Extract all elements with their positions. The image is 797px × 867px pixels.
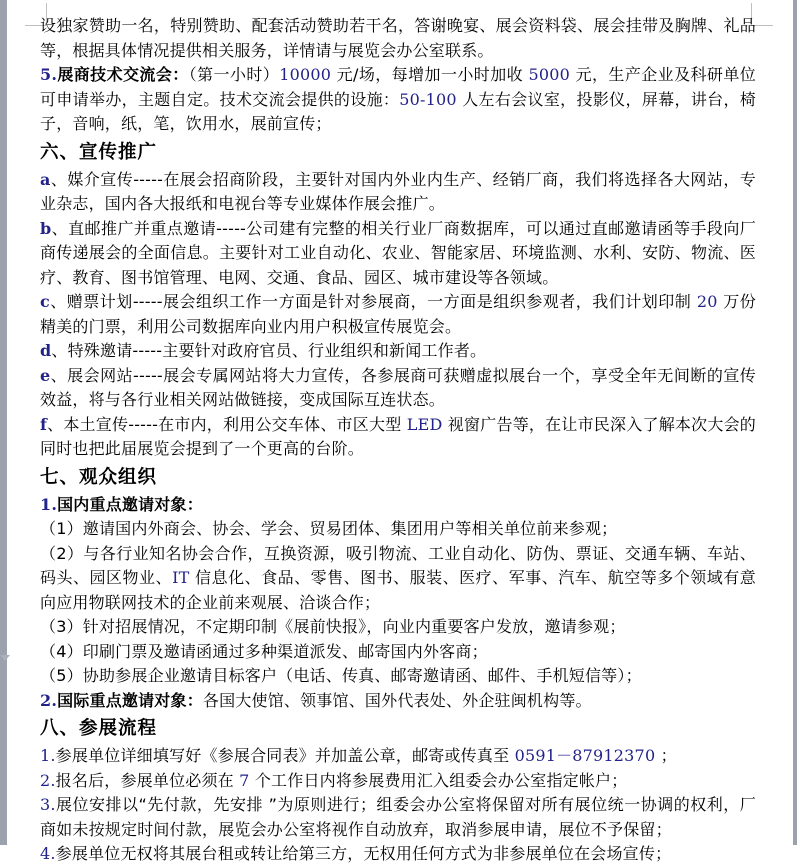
text-run: 2.: [40, 690, 58, 710]
text-run: f: [40, 414, 48, 434]
paragraph[interactable]: [40, 664, 756, 689]
text-run: 国内重点邀请对象：: [57, 494, 203, 514]
text-run: 万份精美的门票，利用公司数据库向业内用户积极宣传展览会。: [40, 292, 756, 336]
text-run: ；: [655, 746, 677, 765]
paragraph[interactable]: [40, 689, 756, 714]
text-run: 、媒介宣传-----在展会招商阶段，主要针对国内外业内生产、经销厂商，我们将选择各大网站，专业杂志，国内各大报纸和电视台等专业媒体作展会推广。: [40, 169, 756, 213]
text-run: 展商技术交流会：: [57, 65, 189, 84]
paragraph[interactable]: [40, 744, 756, 769]
section-heading[interactable]: [40, 464, 756, 492]
text-run: b: [40, 218, 52, 238]
paragraph[interactable]: [40, 217, 756, 291]
paragraph[interactable]: [40, 769, 756, 794]
text-run: 各国大使馆、领事馆、国外代表处、外企驻闽机构等。: [202, 690, 592, 710]
paragraph[interactable]: [40, 542, 756, 616]
text-run: 参展单位无权将其展台租或转让给第三方，无权用任何方式为非参展单位在会场宣传；: [55, 844, 672, 863]
text-run: 50-100: [399, 89, 457, 109]
text-run: 0591－87912370: [514, 746, 656, 765]
text-run: c: [40, 292, 50, 311]
text-run: 3.: [40, 795, 56, 814]
text-run: 元/场，每增加一小时加收: [331, 65, 529, 84]
paragraph[interactable]: [40, 339, 756, 364]
paragraph[interactable]: [40, 413, 756, 462]
text-run: 、展会网站-----展会专属网站将大力宣传，各参展商可获赠虚拟展台一个，享受全年无间断的宣传效益，将与各行业相关网站做链接，变成国际互连状态。: [40, 365, 756, 409]
text-run: d: [40, 341, 52, 360]
paragraph[interactable]: [40, 364, 756, 413]
paragraph[interactable]: [40, 63, 756, 137]
text-run: a: [40, 169, 51, 189]
window-gutter-right: [793, 0, 797, 845]
text-run: 4.: [40, 844, 56, 863]
text-run: （2）与各行业知名协会合作，互换资源，吸引物流、工业自动化、防伪、票证、交通车辆、车站、码头、园区物业、: [40, 543, 756, 587]
text-run: 1.: [40, 746, 56, 765]
text-run: 2.: [40, 770, 56, 790]
text-run: 视窗广告等，在让市民深入了解本次大会的同时也把此届展览会提到了一个更高的台阶。: [40, 414, 757, 458]
text-run: 5.: [40, 65, 58, 84]
section-heading[interactable]: [40, 139, 756, 167]
paragraph[interactable]: [40, 168, 756, 217]
text-run: 1.: [40, 494, 58, 514]
text-run: （1）邀请国内外商会、协会、学会、贸易团体、集团用户等相关单位前来参观；: [40, 519, 618, 538]
window-gutter-left: [0, 0, 7, 845]
text-run: 20: [696, 292, 718, 311]
margin-marker-icon: [0, 655, 10, 661]
text-run: 10000: [279, 65, 332, 84]
text-run: 设独家赞助一名，特别赞助、配套活动赞助若干名，答谢晚宴、展会资料袋、展会挂带及胸牌、礼品等，根据具体情况提供相关服务，详情请与展览会办公室联系。: [40, 16, 756, 60]
text-run: 、直邮推广并重点邀请-----公司建有完整的相关行业厂商数据库，可以通过直邮邀请函等手段向厂商传递展会的全面信息。主要针对工业自动化、农业、智能家居、环境监测、水利、安防、物流、医疗、教育、图书馆管理、电网、交通、食品、园区、城市建设等各领域。: [40, 218, 756, 287]
text-run: 七、观众组织: [40, 466, 158, 488]
text-run: e: [40, 365, 51, 385]
text-run: 、赠票计划-----展会组织工作一方面是针对参展商，一方面是组织参观者，我们计划印制: [49, 292, 697, 311]
text-run: （5）协助参展企业邀请目标客户（电话、传真、邮寄邀请函、邮件、手机短信等）；: [40, 666, 642, 685]
text-run: （4）印刷门票及邀请函通过多种渠道派发、邮寄国内外客商；: [40, 641, 488, 661]
paragraph[interactable]: [40, 793, 756, 842]
text-run: 、本土宣传-----在市内，利用公交车体、市区大型: [47, 414, 407, 434]
text-run: （3）针对招展情况，不定期印制《展前快报》，向业内重要客户发放，邀请参观；: [40, 617, 626, 636]
text-run: 人左右会议室，投影仪，屏幕，讲台，椅子，音响，纸，笔，饮用水，展前宣传；: [40, 89, 757, 133]
text-run: （第一小时）: [188, 65, 280, 84]
paragraph[interactable]: [40, 517, 756, 542]
paragraph[interactable]: [40, 14, 756, 63]
text-run: IT: [172, 568, 190, 587]
text-run: 报名后，参展单位必须在: [55, 770, 240, 790]
paragraph[interactable]: [40, 493, 756, 518]
paragraph[interactable]: [40, 640, 756, 665]
text-run: 个工作日内将参展费用汇入组委会办公室指定帐户；: [249, 770, 628, 790]
text-run: 参展单位详细填写好《参展合同表》并加盖公章，邮寄或传真至: [55, 746, 515, 765]
paragraph[interactable]: [40, 290, 756, 339]
text-run: 、特殊邀请-----主要针对政府官员、行业组织和新闻工作者。: [51, 341, 487, 360]
text-run: 信息化、食品、零售、图书、服装、医疗、军事、汽车、航空等多个领域有意向应用物联网技术的企业前来观展、洽谈合作；: [40, 568, 756, 612]
text-run: 八、参展流程: [40, 718, 158, 739]
text-run: LED: [406, 414, 443, 434]
document-page[interactable]: [40, 14, 756, 867]
text-run: 六、宣传推广: [40, 141, 158, 163]
text-run: 7: [239, 770, 250, 790]
text-run: 展位安排以“先付款，先安排 ”为原则进行；组委会办公室将保留对所有展位统一协调的权利，厂商如未按规定时间付款，展览会办公室将视作自动放弃，取消参展申请，展位不予保留；: [40, 795, 756, 839]
text-run: 国际重点邀请对象：: [57, 690, 203, 710]
paragraph[interactable]: [40, 615, 756, 640]
text-run: 5000: [528, 65, 571, 84]
paragraph[interactable]: [40, 842, 756, 867]
section-heading[interactable]: [40, 715, 756, 743]
text-run: 元，生产企业及科研单位可申请举办，主题自定。技术交流会提供的设施：: [40, 65, 756, 109]
